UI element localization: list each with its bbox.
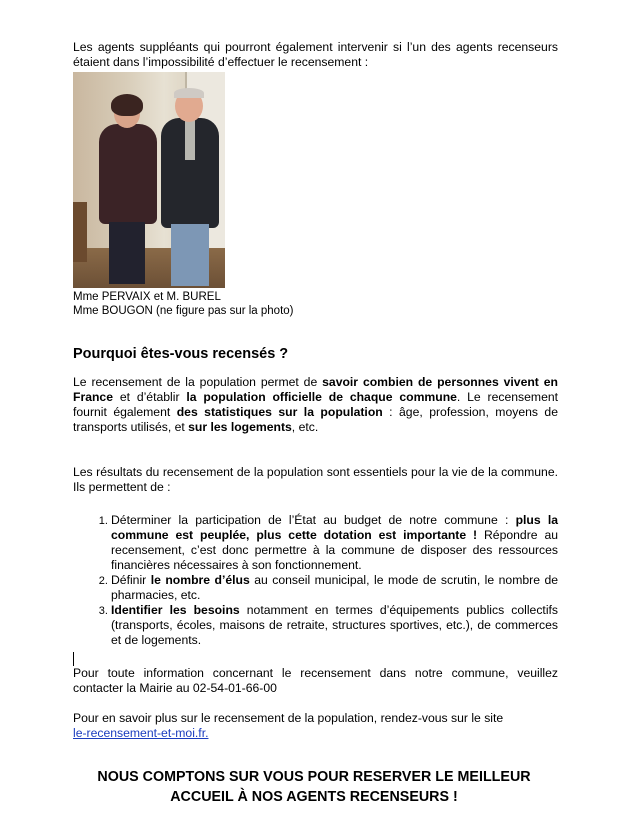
website-link[interactable]: le-recensement-et-moi.fr. <box>73 726 209 740</box>
numbered-list <box>73 513 558 648</box>
chair-shape <box>73 202 87 262</box>
more-info-paragraph: Pour en savoir plus sur le recensement de la population, rendez-vous sur le site le-recensement-et-moi.fr. <box>73 711 504 740</box>
intro-paragraph: Les agents suppléants qui pourront également intervenir si l’un des agents recenseurs étaient dans l’impossibilité d’effectuer le recensement : <box>73 40 558 69</box>
list-item: 3. Identifier les besoins notamment en termes d’équipements publics collectifs (transports, écoles, maisons de retraite, structures sportives, etc.), de commerces et de logements. <box>111 603 558 648</box>
paragraph-purpose: Le recensement de la population permet de savoir combien de personnes vivent en France et d’établir la population officielle de chaque commune. Le recensement fournit également des statistiques sur la population : âge, profession, moyens de transports utilisés, et sur les logements, etc. <box>73 375 559 434</box>
woman-figure <box>99 124 157 224</box>
section-heading: Pourquoi êtes-vous recensés ? <box>73 346 289 362</box>
photo-caption <box>73 290 558 318</box>
caption-line-2: Mme BOUGON (ne figure pas sur la photo) <box>73 305 294 317</box>
text-cursor <box>73 652 74 666</box>
agents-photo <box>73 72 225 288</box>
document-body <box>73 40 558 741</box>
contact-paragraph: Pour toute information concernant le recensement dans notre commune, veuillez contacter la Mairie au 02-54-01-66-00 <box>73 666 558 695</box>
caption-line-1: Mme PERVAIX et M. BUREL <box>73 291 221 303</box>
footer-line-1: NOUS COMPTONS SUR VOUS POUR RESERVER LE MEILLEUR <box>97 769 531 785</box>
footer-line-2: ACCUEIL À NOS AGENTS RECENSEURS ! <box>170 789 458 805</box>
footer-banner <box>0 767 628 807</box>
paragraph-results: Les résultats du recensement de la population sont essentiels pour la vie de la commune. Ils permettent de : <box>73 465 558 494</box>
list-item: 1. Déterminer la participation de l’État au budget de notre commune : plus la commune est peuplée, plus cette dotation est importante ! Répondre au recensement, c’est donc permettre à la commune de disposer des ressources financières nécessaires à son fonctionnement. <box>111 513 558 573</box>
list-item: 2. Définir le nombre d’élus au conseil municipal, le mode de scrutin, le nombre de pharmacies, etc. <box>111 573 558 603</box>
